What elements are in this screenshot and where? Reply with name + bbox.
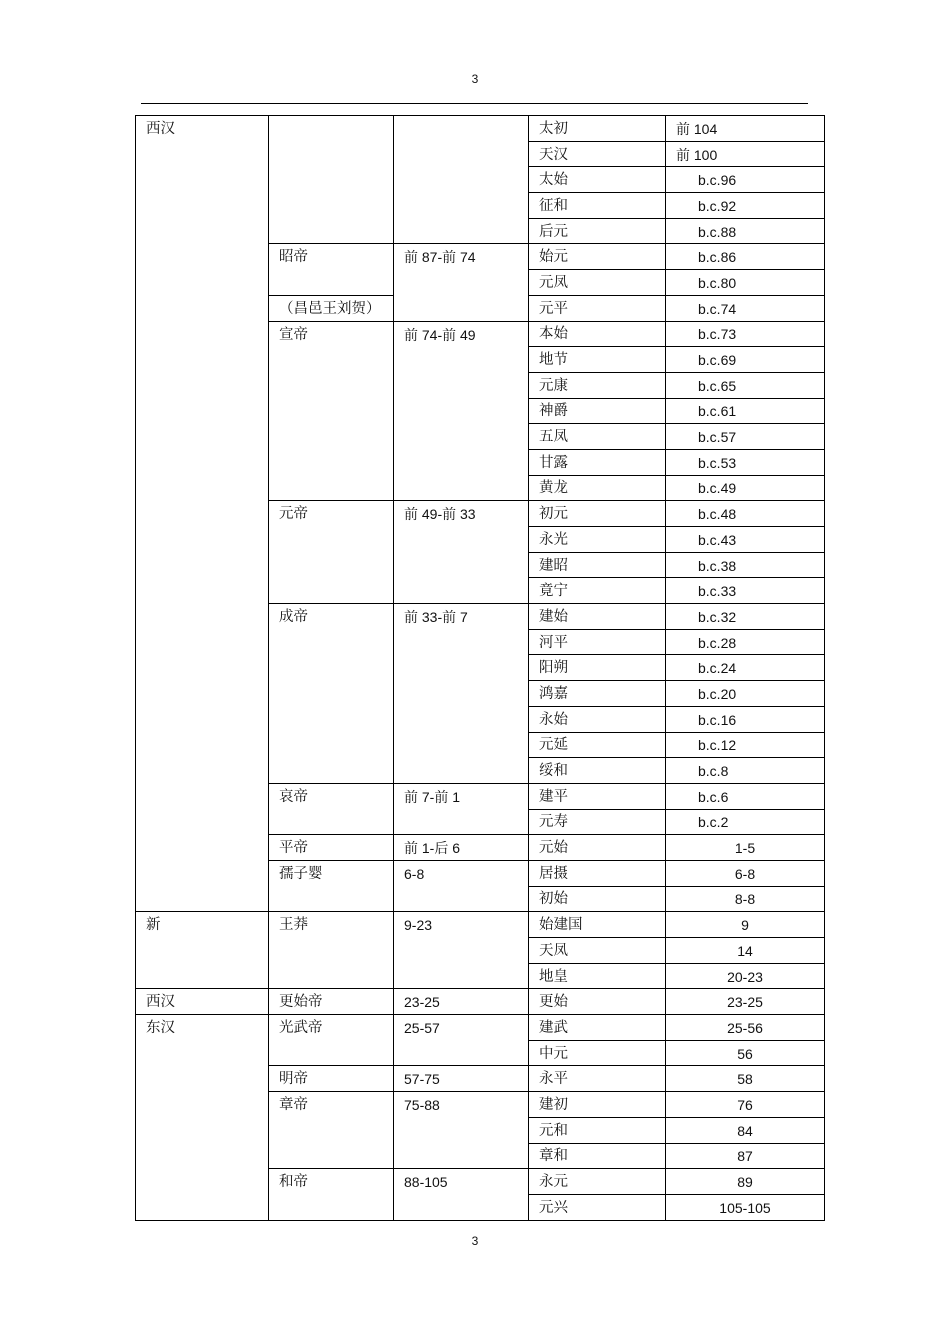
reign-period-cell: 6-8 — [394, 860, 529, 911]
era-year-cell: 87 — [666, 1143, 825, 1169]
era-year-cell: 84 — [666, 1117, 825, 1143]
footer-page-number: 3 — [471, 1234, 479, 1248]
era-name-cell: 元康 — [529, 372, 666, 398]
emperor-cell: 成帝 — [269, 604, 394, 784]
era-name-cell: 章和 — [529, 1143, 666, 1169]
era-year-cell: 76 — [666, 1092, 825, 1118]
emperor-cell: 孺子婴 — [269, 860, 394, 911]
era-name-cell: 元兴 — [529, 1194, 666, 1220]
emperor-cell: 更始帝 — [269, 989, 394, 1015]
era-name-cell: 居摄 — [529, 860, 666, 886]
era-name-cell: 建昭 — [529, 552, 666, 578]
era-year-cell: b.c.92 — [666, 193, 825, 219]
era-name-cell: 元延 — [529, 732, 666, 758]
era-name-cell: 元始 — [529, 835, 666, 861]
era-name-cell: 地皇 — [529, 963, 666, 989]
era-year-cell: b.c.8 — [666, 758, 825, 784]
era-year-cell: b.c.24 — [666, 655, 825, 681]
era-name-cell: 天凤 — [529, 938, 666, 964]
emperor-cell: 明帝 — [269, 1066, 394, 1092]
era-year-cell: b.c.2 — [666, 809, 825, 835]
dynasty-cell: 新 — [136, 912, 269, 989]
table-row — [136, 989, 825, 1015]
era-year-cell: b.c.48 — [666, 501, 825, 527]
era-year-cell: b.c.12 — [666, 732, 825, 758]
reign-period-cell: 88-105 — [394, 1169, 529, 1220]
reign-period-cell: 前 49-前 33 — [394, 501, 529, 604]
table-row — [136, 912, 825, 938]
reign-period-cell — [394, 116, 529, 244]
era-name-cell: 元平 — [529, 295, 666, 321]
era-name-cell: 始元 — [529, 244, 666, 270]
era-year-cell: b.c.53 — [666, 449, 825, 475]
era-year-cell: 58 — [666, 1066, 825, 1092]
era-year-cell: 8-8 — [666, 886, 825, 912]
era-name-cell: 元和 — [529, 1117, 666, 1143]
era-name-cell: 永始 — [529, 706, 666, 732]
emperor-cell: 王莽 — [269, 912, 394, 989]
era-name-cell: 永光 — [529, 527, 666, 553]
era-name-cell: 神爵 — [529, 398, 666, 424]
era-year-cell: b.c.16 — [666, 706, 825, 732]
era-name-cell: 永平 — [529, 1066, 666, 1092]
era-year-cell: b.c.38 — [666, 552, 825, 578]
era-year-cell: b.c.28 — [666, 629, 825, 655]
era-year-cell: b.c.33 — [666, 578, 825, 604]
era-year-cell: 23-25 — [666, 989, 825, 1015]
era-year-cell: 105-105 — [666, 1194, 825, 1220]
reign-period-cell: 前 74-前 49 — [394, 321, 529, 501]
era-year-cell: b.c.6 — [666, 783, 825, 809]
reign-period-cell: 75-88 — [394, 1092, 529, 1169]
reign-period-cell: 前 87-前 74 — [394, 244, 529, 321]
era-name-cell: 阳朔 — [529, 655, 666, 681]
era-table-body — [136, 116, 825, 1221]
era-year-cell: b.c.49 — [666, 475, 825, 501]
era-table — [135, 115, 825, 1221]
era-year-cell: b.c.61 — [666, 398, 825, 424]
era-year-cell: 14 — [666, 938, 825, 964]
era-year-cell: b.c.20 — [666, 681, 825, 707]
era-name-cell: 黄龙 — [529, 475, 666, 501]
reign-period-cell: 23-25 — [394, 989, 529, 1015]
era-year-cell: b.c.65 — [666, 372, 825, 398]
reign-period-cell: 25-57 — [394, 1015, 529, 1066]
era-year-cell: 6-8 — [666, 860, 825, 886]
era-year-cell: b.c.88 — [666, 218, 825, 244]
era-name-cell: 建初 — [529, 1092, 666, 1118]
era-year-cell: b.c.74 — [666, 295, 825, 321]
era-name-cell: 鸿嘉 — [529, 681, 666, 707]
reign-period-cell: 57-75 — [394, 1066, 529, 1092]
era-name-cell: 中元 — [529, 1040, 666, 1066]
era-year-cell: 9 — [666, 912, 825, 938]
era-year-cell: b.c.32 — [666, 604, 825, 630]
era-year-cell: 20-23 — [666, 963, 825, 989]
era-year-cell: b.c.43 — [666, 527, 825, 553]
era-name-cell: 太初 — [529, 116, 666, 142]
era-year-cell: 前 100 — [666, 141, 825, 167]
reign-period-cell: 前 7-前 1 — [394, 783, 529, 834]
era-name-cell: 征和 — [529, 193, 666, 219]
era-name-cell: 河平 — [529, 629, 666, 655]
emperor-cell: 光武帝 — [269, 1015, 394, 1066]
era-name-cell: 初元 — [529, 501, 666, 527]
emperor-cell: 章帝 — [269, 1092, 394, 1169]
table-row — [136, 116, 825, 142]
emperor-cell: （昌邑王刘贺） — [269, 295, 394, 321]
reign-period-cell: 前 33-前 7 — [394, 604, 529, 784]
era-name-cell: 永元 — [529, 1169, 666, 1195]
dynasty-cell: 西汉 — [136, 116, 269, 912]
era-name-cell: 更始 — [529, 989, 666, 1015]
era-year-cell: b.c.73 — [666, 321, 825, 347]
header-rule — [141, 103, 808, 104]
era-name-cell: 始建国 — [529, 912, 666, 938]
header-page-number: 3 — [471, 72, 479, 86]
dynasty-cell: 东汉 — [136, 1015, 269, 1221]
emperor-cell: 元帝 — [269, 501, 394, 604]
era-name-cell: 后元 — [529, 218, 666, 244]
table-row — [136, 1015, 825, 1041]
era-year-cell: b.c.69 — [666, 347, 825, 373]
era-name-cell: 太始 — [529, 167, 666, 193]
reign-period-cell: 前 1-后 6 — [394, 835, 529, 861]
era-name-cell: 天汉 — [529, 141, 666, 167]
era-name-cell: 建武 — [529, 1015, 666, 1041]
era-year-cell: 25-56 — [666, 1015, 825, 1041]
emperor-cell: 和帝 — [269, 1169, 394, 1220]
era-name-cell: 建平 — [529, 783, 666, 809]
era-name-cell: 本始 — [529, 321, 666, 347]
reign-period-cell: 9-23 — [394, 912, 529, 989]
era-name-cell: 五凤 — [529, 424, 666, 450]
era-name-cell: 地节 — [529, 347, 666, 373]
era-name-cell: 元寿 — [529, 809, 666, 835]
era-year-cell: b.c.86 — [666, 244, 825, 270]
era-year-cell: b.c.80 — [666, 270, 825, 296]
emperor-cell: 宣帝 — [269, 321, 394, 501]
emperor-cell: 平帝 — [269, 835, 394, 861]
era-name-cell: 甘露 — [529, 449, 666, 475]
era-name-cell: 建始 — [529, 604, 666, 630]
era-name-cell: 绥和 — [529, 758, 666, 784]
era-year-cell: 前 104 — [666, 116, 825, 142]
era-year-cell: 89 — [666, 1169, 825, 1195]
era-year-cell: b.c.57 — [666, 424, 825, 450]
era-name-cell: 初始 — [529, 886, 666, 912]
era-year-cell: b.c.96 — [666, 167, 825, 193]
era-name-cell: 元凤 — [529, 270, 666, 296]
emperor-cell: 哀帝 — [269, 783, 394, 834]
era-year-cell: 1-5 — [666, 835, 825, 861]
emperor-cell — [269, 116, 394, 244]
dynasty-cell: 西汉 — [136, 989, 269, 1015]
era-year-cell: 56 — [666, 1040, 825, 1066]
era-name-cell: 竟宁 — [529, 578, 666, 604]
emperor-cell: 昭帝 — [269, 244, 394, 295]
